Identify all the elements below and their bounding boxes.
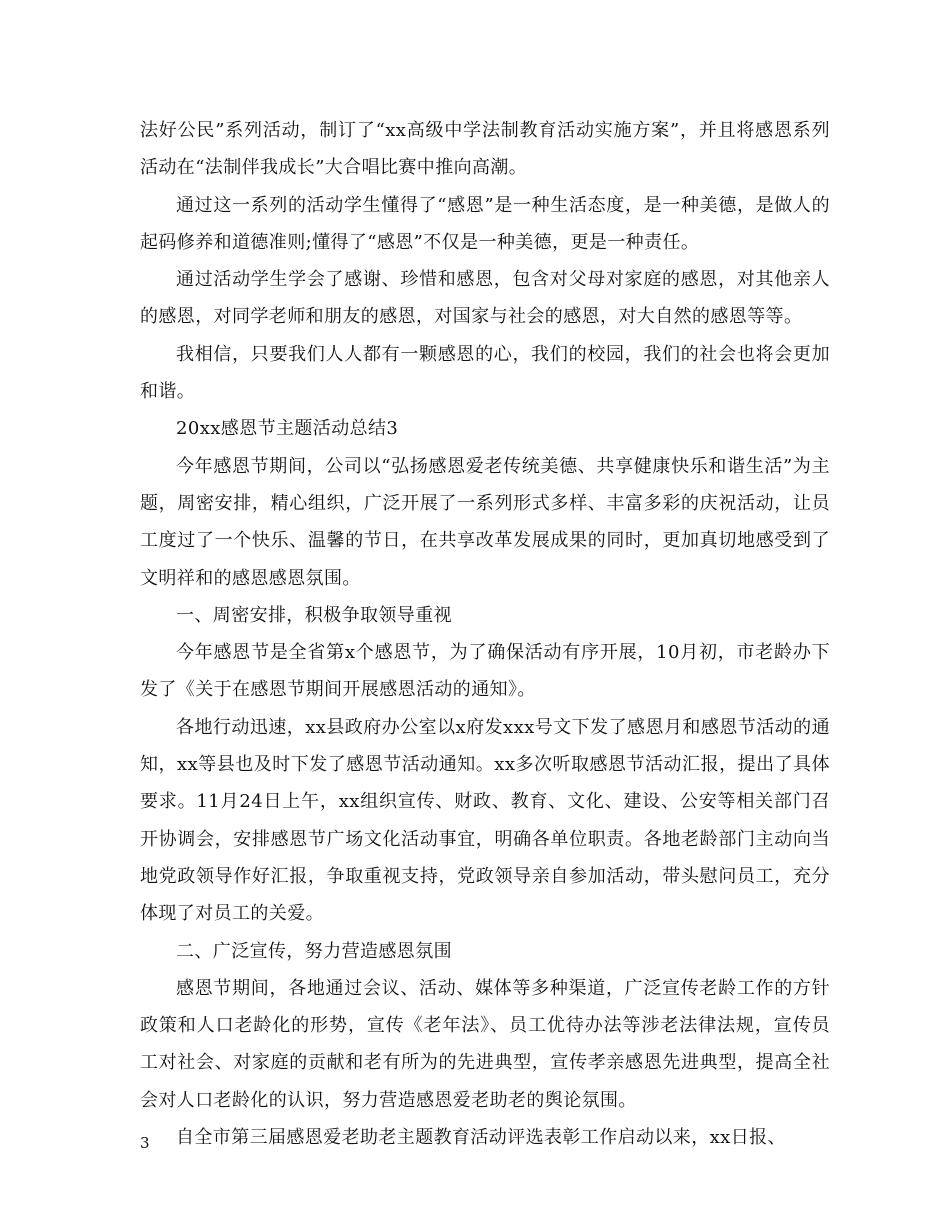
paragraph: 今年感恩节是全省第x个感恩节，为了确保活动有序开展，10月初，市老龄办下发了《关于在感恩节期间开展感恩活动的通知》。 <box>140 642 830 701</box>
paragraph: 法好公民”系列活动，制订了“xx高级中学法制教育活动实施方案”，并且将感恩系列活动在“法制伴我成长”大合唱比赛中推向高潮。 <box>140 120 830 179</box>
paragraph: 通过活动学生学会了感谢、珍惜和感恩，包含对父母对家庭的感恩，对其他亲人的感恩，对同学老师和朋友的感恩，对国家与社会的感恩，对大自然的感恩等等。 <box>140 269 830 328</box>
paragraph: 今年感恩节期间，公司以“弘扬感恩爱老传统美德、共享健康快乐和谐生活”为主题，周密安排，精心组织，广泛开展了一系列形式多样、丰富多彩的庆祝活动，让员工度过了一个快乐、温馨的节日，在共享改革发展成果的同时，更加真切地感受到了文明祥和的感恩感恩氛围。 <box>140 455 830 589</box>
paragraph: 自全市第三届感恩爱老助老主题教育活动评选表彰工作启动以来，xx日报、 <box>176 1127 786 1149</box>
paragraph: 通过这一系列的活动学生懂得了“感恩”是一种生活态度，是一种美德，是做人的起码修养和道德准则;懂得了“感恩”不仅是一种美德，更是一种责任。 <box>140 194 830 253</box>
section-heading: 20xx感恩节主题活动总结3 <box>176 418 399 440</box>
page-number: 3 <box>140 1134 150 1152</box>
section-heading: 一、周密安排，积极争取领导重视 <box>176 604 452 626</box>
paragraph: 感恩节期间，各地通过会议、活动、媒体等多种渠道，广泛宣传老龄工作的方针政策和人口老龄化的形势，宣传《老年法》、员工优待办法等涉老法律法规，宣传员工对社会、对家庭的贡献和老有所为的先进典型，宣传孝亲感恩先进典型，提高全社会对人口老龄化的认识，努力营造感恩爱老助老的舆论氛围。 <box>140 977 830 1111</box>
section-heading: 二、广泛宣传，努力营造感恩氛围 <box>176 940 452 962</box>
paragraph: 我相信，只要我们人人都有一颗感恩的心，我们的校园，我们的社会也将会更加和谐。 <box>140 343 830 403</box>
paragraph: 各地行动迅速，xx县政府办公室以x府发xxx号文下发了感恩月和感恩节活动的通知，xx等县也及时下发了感恩节活动通知。xx多次听取感恩节活动汇报，提出了具体要求。11月24日上午，xx组织宣传、财政、教育、文化、建设、公安等相关部门召开协调会，安排感恩节广场文化活动事宜，明确各单位职责。各地老龄部门主动向当地党政领导作好汇报，争取重视支持，党政领导亲自参加活动，带头慰问员工，充分体现了对员工的关爱。 <box>140 716 830 925</box>
document-body <box>140 112 830 1156</box>
